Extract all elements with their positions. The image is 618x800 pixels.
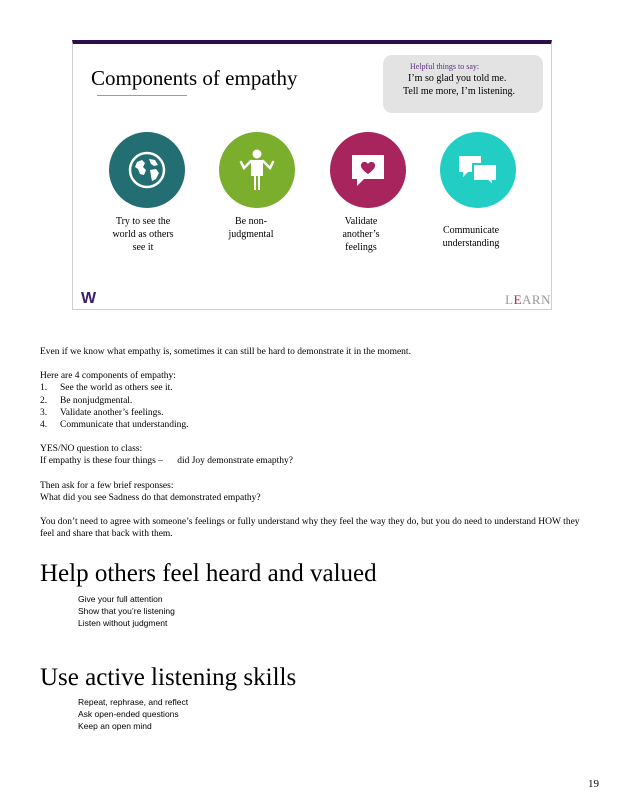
uw-logo: W <box>81 290 97 307</box>
list-item <box>40 407 580 419</box>
list-item: Keep an open mind <box>78 721 152 731</box>
brief-question: What did you see Sadness do that demonstrated empathy? <box>40 492 261 503</box>
learn-logo-l: L <box>505 292 514 307</box>
list-item: Give your full attention <box>78 594 163 604</box>
list-item: Ask open-ended questions <box>78 709 179 719</box>
learn-logo <box>505 292 551 308</box>
person-shrug-icon <box>237 148 277 192</box>
caption-nonjudgmental: Be non- judgmental <box>228 216 274 240</box>
heart-speech-bubble-icon <box>348 150 388 190</box>
list-item: Show that you’re listening <box>78 606 175 616</box>
chat-bubbles-icon <box>456 150 500 190</box>
list-item-text: Communicate that understanding. <box>60 420 189 431</box>
section-heading-active-listening: Use active listening skills <box>40 664 297 691</box>
component-circle-validate <box>330 132 406 208</box>
section-list-active-listening <box>78 696 188 732</box>
speaker-notes <box>40 346 580 552</box>
list-item-number: 4. <box>40 420 48 431</box>
helpful-line-1: I’m so glad you told me. <box>408 73 507 84</box>
slide-title: Components of empathy <box>91 66 298 90</box>
yesno-header: YES/NO question to class: <box>40 444 143 455</box>
list-item: Listen without judgment <box>78 618 168 628</box>
list-item-text: Validate another’s feelings. <box>60 407 164 418</box>
list-item: Repeat, rephrase, and reflect <box>78 697 189 707</box>
page-number: 19 <box>588 778 599 790</box>
caption-communicate: Communicate understanding <box>442 225 500 249</box>
notes-intro: Even if we know what empathy is, sometimes it can still be hard to demonstrate it in the moment. <box>40 347 411 357</box>
component-circle-nonjudgmental <box>219 132 295 208</box>
list-item-number: 2. <box>40 395 48 406</box>
components-list <box>40 382 580 431</box>
list-item <box>40 382 580 394</box>
caption-validate: Validate another’s feelings <box>342 216 380 253</box>
slide <box>72 40 552 310</box>
component-circle-communicate <box>440 132 516 208</box>
helpful-line-2: Tell me more, I’m listening. <box>403 86 516 97</box>
section-heading-heard-valued: Help others feel heard and valued <box>40 560 377 587</box>
learn-logo-rest: ARN <box>522 292 551 307</box>
globe-icon <box>127 150 167 190</box>
notes-closing: You don’t need to agree with someone’s feelings or fully understand why they feel the way they do, but you do need to understand HOW they feel and share that back with them. <box>40 517 580 540</box>
caption-see-world: Try to see the world as others see it <box>112 216 174 253</box>
list-item-number: 3. <box>40 407 48 418</box>
list-item <box>40 419 580 431</box>
helpful-label: Helpful things to say: <box>410 62 480 71</box>
component-circle-see-world <box>109 132 185 208</box>
brief-header: Then ask for a few brief responses: <box>40 480 174 491</box>
list-item-text: Be nonjudgmental. <box>60 395 133 406</box>
helpful-things-box <box>383 55 543 113</box>
yesno-question: If empathy is these four things – did Joy demonstrate emapthy? <box>40 456 294 467</box>
section-list-heard-valued <box>78 593 175 629</box>
list-item-number: 1. <box>40 383 48 394</box>
list-item-text: See the world as others see it. <box>60 383 173 394</box>
learn-logo-e: E <box>513 292 523 307</box>
list-item <box>40 395 580 407</box>
components-list-header: Here are 4 components of empathy: <box>40 371 176 382</box>
title-underline <box>97 95 187 96</box>
